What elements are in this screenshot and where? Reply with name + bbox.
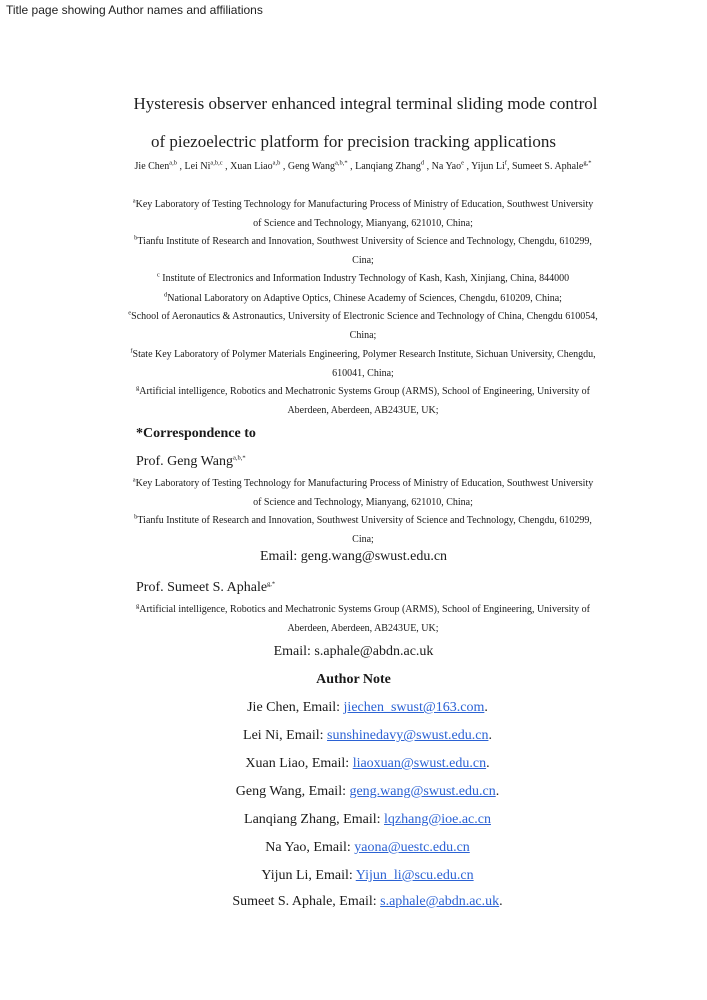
affiliation-d: $^d$National Laboratory on Adaptive Optics, Chinese Academy of Sciences, Chengdu, 610209, China; [164, 291, 562, 304]
affiliation-b: $^b$Tianfu Institute of Research and Innovation, Southwest University of Science and Technology, Chengdu, 610299, Cina; [134, 234, 592, 266]
author: Sumeet S. Aphale$^{g,*}$ [511, 159, 592, 172]
correspondent-name: Prof. Sumeet S. Aphale$^{g,*}$ [136, 580, 276, 595]
email-link[interactable]: Yijun_li@scu.edu.cn [355, 868, 474, 883]
page-header-label: Title page showing Author names and affiliations [6, 3, 263, 17]
title-line-1: Hysteresis observer enhanced integral terminal sliding mode control [133, 94, 598, 113]
author: Geng Wang$^{a,b,*}$ , [287, 159, 356, 172]
email-link[interactable]: jiechen_swust@163.com [343, 700, 485, 715]
author-note-line: Geng Wang, Email: geng.wang@swust.edu.cn. [235, 784, 500, 799]
email-link[interactable]: lqzhang@ioe.ac.cn [384, 812, 491, 827]
title-line-2: of piezoelectric platform for precision tracking applications [150, 132, 556, 151]
email-link[interactable]: yaona@uestc.edu.cn [354, 840, 470, 855]
author-note-line: Xuan Liao, Email: liaoxuan@swust.edu.cn. [245, 756, 490, 771]
author: Xuan Liao$^{a,b}$ , [230, 159, 288, 172]
correspondent-email: Email: s.aphale@abdn.ac.uk [273, 644, 434, 659]
author-note-line: Sumeet S. Aphale, Email: s.aphale@abdn.ac.uk. [232, 894, 503, 909]
author: Jie Chen$^{a,b}$ , [134, 159, 185, 172]
correspondent-affiliation: $^b$Tianfu Institute of Research and Innovation, Southwest University of Science and Technology, Chengdu, 610299, Cina; [134, 513, 592, 545]
affiliation-e: $^e$School of Aeronautics & Astronautics, University of Electronic Science and Technology of China, Chengdu 610054, China; [128, 309, 598, 341]
author: Yijun Li$^f$, [471, 159, 512, 172]
affiliation-f: $^f$State Key Laboratory of Polymer Materials Engineering, Polymer Research Institute, Sichuan University, Chengdu, 610041, China; [130, 347, 596, 379]
correspondent-affiliation: $^a$Key Laboratory of Testing Technology for Manufacturing Process of Ministry of Education, Southwest University of Science and Technology, Mianyang, 621010, China; [132, 476, 594, 508]
email-link[interactable]: sunshinedavy@swust.edu.cn [327, 728, 489, 743]
correspondent-email: Email: geng.wang@swust.edu.cn [259, 549, 448, 564]
author-note-line: Jie Chen, Email: jiechen_swust@163.com. [247, 700, 488, 715]
correspondent-name: Prof. Geng Wang$^{a,b,*}$ [136, 454, 246, 469]
author: Lei Ni$^{a,b,c}$ , [184, 159, 231, 172]
affiliation-g: $^g$Artificial intelligence, Robotics and Mechatronic Systems Group (ARMS), School of Engineering, University of Aberdeen, Aberdeen, AB243UE, UK; [136, 384, 590, 416]
correspondence-heading: *Correspondence to [136, 426, 256, 441]
author-list [128, 157, 598, 176]
author-note-heading: Author Note [316, 672, 391, 687]
author-note-line: Lei Ni, Email: sunshinedavy@swust.edu.cn. [243, 728, 492, 743]
author: Lanqiang Zhang$^d$ , [355, 159, 432, 172]
author-note-line: Lanqiang Zhang, Email: lqzhang@ioe.ac.cn [244, 812, 491, 827]
email-link[interactable]: geng.wang@swust.edu.cn [349, 784, 496, 799]
author-note-line: Na Yao, Email: yaona@uestc.edu.cn [265, 840, 470, 855]
correspondent-affiliation: $^g$Artificial intelligence, Robotics and Mechatronic Systems Group (ARMS), School of Engineering, University of Aberdeen, Aberdeen, AB243UE, UK; [136, 602, 590, 634]
email-link[interactable]: s.aphale@abdn.ac.uk [380, 894, 500, 909]
affiliation-a: $^a$Key Laboratory of Testing Technology for Manufacturing Process of Ministry of Education, Southwest University of Science and Technology, Mianyang, 621010, China; [132, 197, 594, 229]
email-link[interactable]: liaoxuan@swust.edu.cn [352, 756, 487, 771]
affiliation-c: $^c$ Institute of Electronics and Information Industry Technology of Kash, Kash, Xinjiang, China, 844000 [156, 271, 570, 284]
author-note-line: Yijun Li, Email: Yijun_li@scu.edu.cn [261, 868, 474, 883]
author: Na Yao$^e$ , [431, 159, 472, 172]
